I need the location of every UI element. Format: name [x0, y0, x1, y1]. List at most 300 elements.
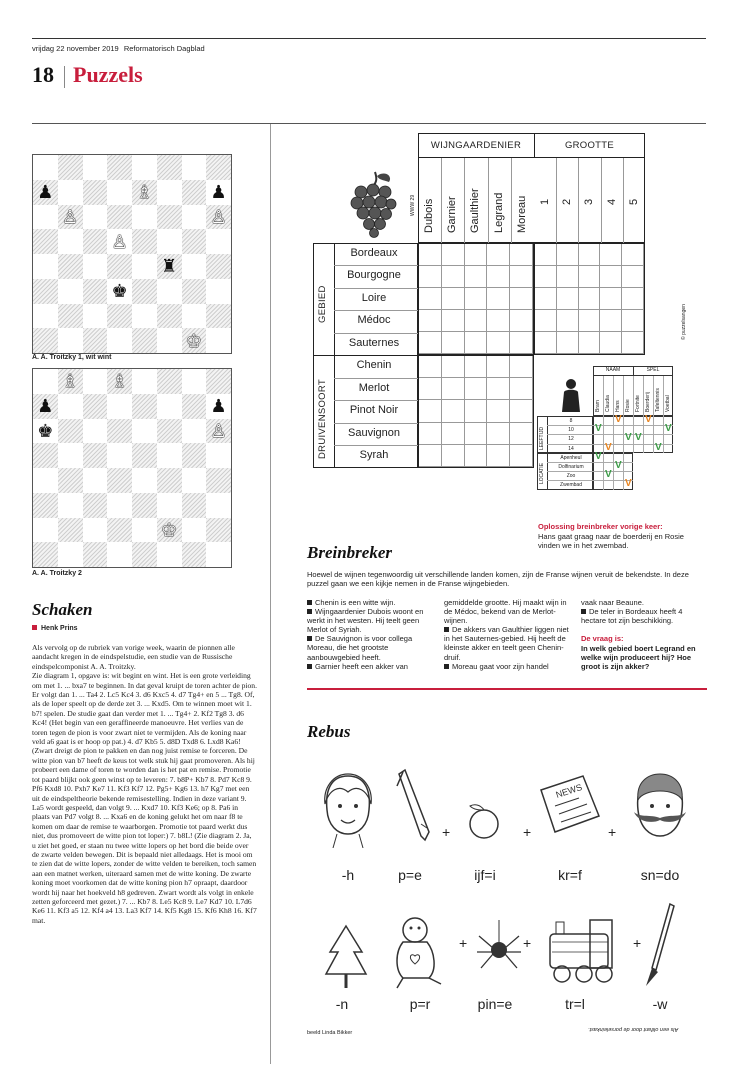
- header-paper: Reformatorisch Dagblad: [123, 44, 205, 53]
- row-header-divider: [334, 265, 418, 266]
- solution-col-name: Claudia: [605, 395, 611, 412]
- puzzle-cell[interactable]: [535, 266, 557, 288]
- board-square: [206, 229, 231, 254]
- solution-check: V: [645, 414, 652, 425]
- black-king-icon: ♚: [37, 420, 54, 441]
- puzzle-cell[interactable]: [419, 423, 442, 445]
- diagram-2-caption: A. A. Troitzky 2: [32, 570, 82, 577]
- board-square: [132, 328, 157, 353]
- col-header-divider: [441, 158, 442, 243]
- board-square: [157, 518, 182, 543]
- puzzle-cell[interactable]: [465, 266, 488, 288]
- puzzle-cell[interactable]: [510, 332, 533, 354]
- rebus-plus-6: +: [633, 935, 642, 951]
- board-square: [206, 493, 231, 518]
- puzzle-cell[interactable]: [600, 332, 622, 354]
- prev-solution-text: Hans gaat graag naar de boerderij en Rosie vinden we in het zwembad.: [538, 532, 684, 550]
- black-king-icon: ♚: [111, 281, 128, 302]
- solution-row-divider: [547, 434, 673, 435]
- puzzle-cell[interactable]: [510, 244, 533, 266]
- solution-group-leeftijd: LEEFTIJD: [539, 426, 545, 450]
- board-square: [33, 419, 58, 444]
- solution-col-game: Tafeltennis: [655, 388, 661, 412]
- board-square: [206, 394, 231, 419]
- solution-group-spel: SPEL: [646, 367, 660, 373]
- puzzle-cell[interactable]: [465, 310, 488, 332]
- puzzle-cell[interactable]: [510, 310, 533, 332]
- puzzle-cell[interactable]: [579, 310, 601, 332]
- board-square: [107, 205, 132, 230]
- solution-check: V: [635, 432, 642, 444]
- board-square: [107, 369, 132, 394]
- puzzle-cell[interactable]: [487, 445, 510, 467]
- puzzle-cell[interactable]: [510, 356, 533, 378]
- header-dateline: [32, 44, 205, 53]
- solution-col-divider: [633, 376, 634, 453]
- board-square: [157, 468, 182, 493]
- board-square: [107, 279, 132, 304]
- puzzle-cell[interactable]: [465, 378, 488, 400]
- clue-text: De akkers van Gaulthier liggen niet in het Sauternes-gebied. Hij heeft de kleinste akker en teelt geen Chenin-druif.: [444, 625, 569, 662]
- puzzle-cell[interactable]: [510, 445, 533, 467]
- puzzle-cell[interactable]: [419, 244, 442, 266]
- board-square: [132, 419, 157, 444]
- pen-icon: [393, 768, 433, 848]
- puzzle-cell[interactable]: [600, 288, 622, 310]
- spider-icon: [475, 920, 523, 980]
- board-square: [182, 229, 207, 254]
- board-square: [58, 229, 83, 254]
- puzzle-cell[interactable]: [600, 244, 622, 266]
- clue-text: De Sauvignon is voor collega Moreau, die het grootste aanbouwgebied heeft.: [307, 634, 413, 662]
- clue-text: Moreau gaat voor zijn handel: [452, 661, 549, 671]
- puzzle-cell[interactable]: [510, 266, 533, 288]
- puzzle-cell[interactable]: [510, 400, 533, 422]
- board-square: [58, 419, 83, 444]
- row-label-grape: Sauvignon: [348, 426, 400, 439]
- chess-title: Schaken: [32, 600, 93, 619]
- solution-group-naam: NAAM: [605, 367, 621, 373]
- col-label-grower: Gaulthier: [469, 188, 482, 233]
- board-square: [83, 304, 108, 329]
- puzzle-cell[interactable]: [535, 332, 557, 354]
- rebus-2-4: tr=l: [565, 996, 585, 1012]
- solution-row-age: 12: [568, 436, 574, 443]
- board-square: [206, 328, 231, 353]
- board-square: [33, 254, 58, 279]
- clue-text: Wijngaardenier Dubois woont en werkt in het westen. Hij teelt geen Merlot of Syriah.: [307, 607, 424, 635]
- puzzle-cell[interactable]: [419, 266, 442, 288]
- board-square: [33, 394, 58, 419]
- row-group-druivensoort: DRUIVENSOORT: [317, 379, 328, 459]
- board-square: [33, 180, 58, 205]
- puzzle-cell[interactable]: [579, 332, 601, 354]
- puzzle-cell[interactable]: [487, 423, 510, 445]
- row-label-grape: Syrah: [359, 449, 389, 462]
- chess-diagram-2: [32, 368, 232, 568]
- board-square: [83, 229, 108, 254]
- board-square: [83, 328, 108, 353]
- solution-col-divider: [643, 376, 644, 453]
- rebus-1-3: ijf=i: [474, 867, 496, 883]
- row-header-divider: [334, 288, 418, 289]
- col-label-grower: Dubois: [423, 198, 435, 233]
- bullet-square-icon: [581, 609, 586, 614]
- puzzle-cell[interactable]: [487, 310, 510, 332]
- solution-group-locatie: LOCATIE: [539, 462, 545, 484]
- col-header-divider: [556, 158, 557, 243]
- board-square: [107, 229, 132, 254]
- puzzle-cell[interactable]: [442, 400, 465, 422]
- board-square: [182, 518, 207, 543]
- board-square: [132, 229, 157, 254]
- puzzle-cell[interactable]: [622, 310, 644, 332]
- board-square: [132, 254, 157, 279]
- puzzle-cell[interactable]: [442, 332, 465, 354]
- puzzle-cell[interactable]: [487, 400, 510, 422]
- board-square: [33, 493, 58, 518]
- black-pawn-icon: ♟: [210, 396, 227, 417]
- rebus-2-3: pin=e: [477, 996, 513, 1012]
- board-square: [58, 493, 83, 518]
- board-square: [107, 468, 132, 493]
- solution-row-divider: [547, 471, 633, 472]
- board-square: [33, 369, 58, 394]
- puzzle-cell[interactable]: [557, 244, 579, 266]
- col-header-divider: [464, 158, 465, 243]
- puzzle-cell[interactable]: [465, 332, 488, 354]
- board-square: [132, 180, 157, 205]
- rebus-solution-upside-down: Als een olifant door de porseleinkast.: [588, 1026, 679, 1032]
- board-square: [157, 279, 182, 304]
- row-group-gebied: GEBIED: [317, 285, 328, 323]
- puzzle-cell[interactable]: [442, 288, 465, 310]
- puzzle-cell[interactable]: [622, 266, 644, 288]
- breinbreker-intro: Hoewel de wijnen tegenwoordig uit verschillende landen komen, zijn de Franse wijnen veruit de bekendste. In deze puzzel gaan we een kijkje nemen in de Franse wijngebieden.: [307, 570, 689, 588]
- grid-area-size: [534, 243, 645, 355]
- board-square: [58, 443, 83, 468]
- toy-train-icon: [530, 912, 630, 988]
- board-square: [107, 518, 132, 543]
- board-square: [58, 468, 83, 493]
- rebus-2-2: p=r: [409, 996, 431, 1012]
- row-label-area: Bourgogne: [347, 269, 401, 282]
- white-pawn-icon: ♙: [111, 231, 128, 252]
- board-square: [58, 155, 83, 180]
- puzzle-cell[interactable]: [465, 423, 488, 445]
- board-square: [206, 369, 231, 394]
- board-square: [157, 542, 182, 567]
- puzzle-cell[interactable]: [465, 288, 488, 310]
- puzzle-cell[interactable]: [487, 378, 510, 400]
- puzzle-cell[interactable]: [442, 244, 465, 266]
- puzzle-cell[interactable]: [442, 423, 465, 445]
- row-label-grape: Pinot Noir: [349, 404, 399, 417]
- row-header-divider: [334, 400, 418, 401]
- board-square: [157, 304, 182, 329]
- board-square: [83, 419, 108, 444]
- white-pawn-icon: ♙: [62, 206, 79, 227]
- board-square: [132, 155, 157, 180]
- puzzle-cell[interactable]: [487, 244, 510, 266]
- puzzle-cell[interactable]: [487, 288, 510, 310]
- board-square: [83, 205, 108, 230]
- puzzle-cell[interactable]: [510, 378, 533, 400]
- question-heading: De vraag is:: [581, 634, 624, 643]
- board-square: [33, 229, 58, 254]
- board-square: [157, 155, 182, 180]
- black-pawn-icon: ♟: [37, 396, 54, 417]
- board-square: [58, 254, 83, 279]
- board-square: [157, 394, 182, 419]
- board-square: [33, 542, 58, 567]
- row-header-divider: [334, 378, 418, 379]
- row-label-grape: Merlot: [358, 381, 390, 394]
- black-rook-icon: ♜: [161, 256, 178, 277]
- board-square: [132, 493, 157, 518]
- puzzle-code: WWW 29: [410, 194, 416, 216]
- black-pawn-icon: ♟: [37, 182, 54, 203]
- solution-col-divider: [663, 376, 664, 453]
- row-header-divider: [334, 445, 418, 446]
- puzzle-cell[interactable]: [465, 356, 488, 378]
- board-square: [83, 443, 108, 468]
- diagram-1-caption: A. A. Troitzky 1, wit wint: [32, 354, 112, 361]
- board-square: [33, 155, 58, 180]
- rebus-2-1: -n: [335, 996, 349, 1012]
- board-square: [157, 180, 182, 205]
- board-square: [157, 419, 182, 444]
- solution-row-location: Dolfinarium: [558, 464, 584, 470]
- prev-solution-heading: Oplossing breinbreker vorige keer:: [538, 522, 663, 531]
- board-square: [107, 328, 132, 353]
- puzzle-cell[interactable]: [622, 288, 644, 310]
- puzzle-cell[interactable]: [487, 332, 510, 354]
- header-date: vrijdag 22 november 2019: [32, 44, 119, 53]
- puzzle-cell[interactable]: [510, 423, 533, 445]
- person-silhouette-icon: [559, 378, 583, 412]
- solution-check: V: [625, 432, 632, 444]
- solution-row-age: 8: [569, 418, 573, 424]
- solution-row-divider: [547, 480, 633, 481]
- solution-check: V: [595, 450, 602, 462]
- puzzle-cell[interactable]: [419, 310, 442, 332]
- bullet-square-icon: [307, 609, 312, 614]
- puzzle-cell[interactable]: [465, 400, 488, 422]
- clue-text: Garnier heeft een akker van: [315, 661, 408, 671]
- board-square: [107, 493, 132, 518]
- board-square: [157, 205, 182, 230]
- puzzle-cell[interactable]: [535, 288, 557, 310]
- puzzle-cell[interactable]: [579, 244, 601, 266]
- solution-row-location: Zoo: [566, 473, 576, 480]
- clue-item: [444, 662, 571, 671]
- rebus-1-1: -h: [341, 867, 355, 883]
- rebus-1-2: p=e: [398, 867, 422, 883]
- board-square: [132, 394, 157, 419]
- orange-icon: [460, 800, 508, 840]
- page-number: 18: [32, 62, 54, 87]
- board-square: [132, 369, 157, 394]
- board-square: [33, 468, 58, 493]
- board-square: [182, 205, 207, 230]
- clue-text: De teler in Bordeaux heeft 4 hectare tot zijn beschikking.: [581, 607, 683, 626]
- puzzle-cell[interactable]: [557, 310, 579, 332]
- board-square: [132, 468, 157, 493]
- chess-author: Henk Prins: [41, 625, 78, 632]
- puzzle-cell[interactable]: [579, 266, 601, 288]
- board-square: [33, 328, 58, 353]
- bullet-square-icon: [444, 627, 449, 632]
- board-square: [182, 394, 207, 419]
- board-square: [107, 180, 132, 205]
- puzzle-cell[interactable]: [600, 310, 622, 332]
- solution-col-game: Boerderij: [645, 391, 651, 412]
- paintbrush-icon: [640, 900, 680, 992]
- solution-row-group-split: [547, 416, 548, 490]
- puzzle-cell[interactable]: [419, 445, 442, 467]
- solution-check: V: [605, 469, 612, 481]
- bullet-square-icon: [307, 636, 312, 641]
- mustache-man-icon: [620, 770, 700, 848]
- puzzle-cell[interactable]: [419, 378, 442, 400]
- rebus-1-4: kr=f: [558, 867, 582, 883]
- puzzle-cell[interactable]: [419, 288, 442, 310]
- board-square: [206, 542, 231, 567]
- board-square: [157, 493, 182, 518]
- board-square: [206, 304, 231, 329]
- puzzle-cell[interactable]: [442, 445, 465, 467]
- clue-text: Chenin is een witte wijn.: [315, 598, 396, 607]
- solution-row-location: Zwembad: [560, 482, 582, 489]
- chess-byline: [32, 625, 78, 632]
- board-square: [206, 254, 231, 279]
- puzzle-cell[interactable]: [622, 332, 644, 354]
- puzzle-cell[interactable]: [442, 378, 465, 400]
- board-square: [58, 279, 83, 304]
- col-label-grower: Garnier: [446, 196, 459, 233]
- board-square: [132, 518, 157, 543]
- puzzle-cell[interactable]: [557, 332, 579, 354]
- puzzle-cell[interactable]: [535, 310, 557, 332]
- rebus-title: Rebus: [307, 722, 351, 741]
- board-square: [33, 518, 58, 543]
- white-bishop-icon: ♗: [111, 371, 128, 392]
- puzzle-cell[interactable]: [419, 332, 442, 354]
- board-square: [132, 443, 157, 468]
- puzzle-cell[interactable]: [557, 266, 579, 288]
- puzzle-cell[interactable]: [510, 288, 533, 310]
- puzzle-cell[interactable]: [487, 266, 510, 288]
- grid-area-grower: [418, 243, 534, 355]
- section-title: Puzzels: [73, 62, 143, 87]
- solution-check: V: [595, 423, 602, 435]
- puzzle-cell[interactable]: [579, 288, 601, 310]
- puzzle-cell[interactable]: [419, 400, 442, 422]
- woman-face-icon: [317, 770, 379, 848]
- puzzle-cell[interactable]: [442, 266, 465, 288]
- board-square: [58, 518, 83, 543]
- board-square: [33, 205, 58, 230]
- board-square: [182, 254, 207, 279]
- board-square: [107, 304, 132, 329]
- board-square: [182, 419, 207, 444]
- puzzle-cell[interactable]: [535, 244, 557, 266]
- solution-col-game: Voetbal: [665, 395, 671, 412]
- board-square: [182, 304, 207, 329]
- chess-diagram-1: [32, 154, 232, 354]
- puzzle-cell[interactable]: [442, 356, 465, 378]
- top-rule: [32, 38, 706, 39]
- solution-col-name: Bram: [595, 400, 601, 412]
- puzzle-cell[interactable]: [600, 266, 622, 288]
- col-header-divider: [623, 158, 624, 243]
- clue-item: [444, 625, 571, 661]
- row-label-area: Loire: [361, 291, 387, 304]
- row-label-area: Sauternes: [348, 336, 400, 349]
- board-square: [206, 180, 231, 205]
- bullet-square-icon: [307, 664, 312, 669]
- solution-row-age: 14: [568, 445, 574, 452]
- white-pawn-icon: ♙: [210, 206, 227, 227]
- col-label-size: 4: [605, 198, 618, 205]
- puzzle-cell[interactable]: [465, 244, 488, 266]
- board-square: [107, 419, 132, 444]
- solution-col-divider: [603, 376, 604, 490]
- board-square: [83, 369, 108, 394]
- rebus-plus-2: +: [523, 824, 532, 840]
- board-square: [206, 419, 231, 444]
- grape-icon: [347, 168, 399, 238]
- board-square: [58, 542, 83, 567]
- board-square: [182, 369, 207, 394]
- grid-grape-grower: [418, 355, 534, 468]
- clue-item: [307, 662, 434, 671]
- puzzle-cell[interactable]: [622, 244, 644, 266]
- board-square: [132, 304, 157, 329]
- breinbreker-title: Breinbreker: [307, 543, 392, 562]
- board-square: [83, 394, 108, 419]
- board-square: [107, 542, 132, 567]
- puzzle-cell[interactable]: [442, 310, 465, 332]
- board-square: [58, 369, 83, 394]
- col-group-wijngaardenier: WIJNGAARDENIER: [430, 140, 522, 151]
- white-bishop-icon: ♗: [62, 371, 79, 392]
- board-square: [206, 468, 231, 493]
- solution-col-name: Hans: [615, 400, 621, 412]
- col-label-grower: Moreau: [515, 195, 528, 233]
- solution-row-location: Apenheul: [560, 454, 582, 461]
- board-square: [157, 229, 182, 254]
- clues-column-1: [307, 598, 434, 671]
- solution-check: V: [615, 414, 622, 425]
- solution-col-divider: [623, 376, 624, 490]
- board-square: [58, 394, 83, 419]
- puzzle-cell[interactable]: [557, 288, 579, 310]
- board-square: [182, 180, 207, 205]
- board-square: [83, 468, 108, 493]
- solution-row-age: 10: [568, 427, 574, 434]
- puzzle-cell[interactable]: [465, 445, 488, 467]
- puzzle-cell[interactable]: [419, 356, 442, 378]
- col-label-size: 2: [561, 198, 574, 205]
- clues-column-2: [444, 598, 571, 671]
- puzzle-cell[interactable]: [487, 356, 510, 378]
- board-square: [58, 205, 83, 230]
- clue-item: [307, 607, 434, 634]
- solution-check: V: [655, 441, 662, 453]
- board-square: [157, 369, 182, 394]
